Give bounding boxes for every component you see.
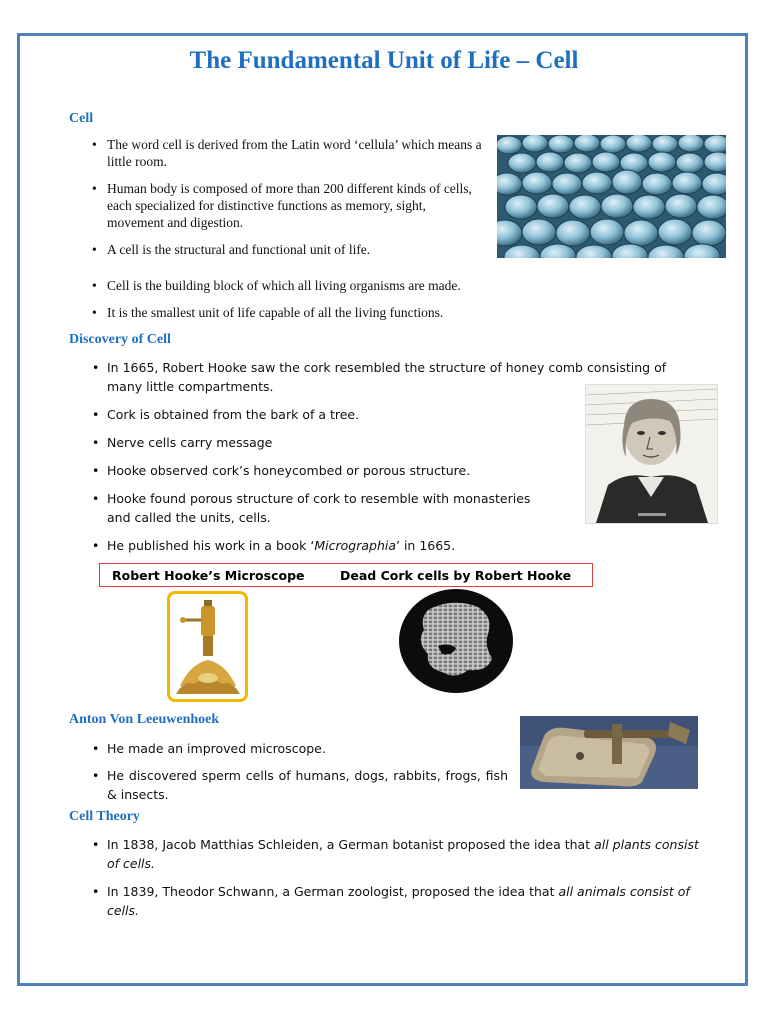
list-item: • Human body is composed of more than 200 different kinds of cells, each specialized for distinctive functions as memory, sight, movement and digestion. <box>70 180 485 231</box>
cell-bullets <box>70 136 485 268</box>
list-item: • In 1838, Jacob Matthias Schleiden, a German botanist proposed the idea that all plants consist of cells. <box>70 835 700 873</box>
discovery-bullets <box>70 405 555 564</box>
leeuwenhoek-microscope-image <box>520 716 698 789</box>
list-item: • Nerve cells carry message <box>70 433 555 452</box>
list-item: • Cell is the building block of which all living organisms are made. <box>70 277 690 294</box>
list-item: • Hooke observed cork’s honeycombed or porous structure. <box>70 461 555 480</box>
list-item: • In 1839, Theodor Schwann, a German zoologist, proposed the idea that all animals consist of cells. <box>70 882 700 920</box>
list-item: • It is the smallest unit of life capable of all the living functions. <box>70 304 690 321</box>
list-item: • He discovered sperm cells of humans, dogs, rabbits, frogs, fish & insects. <box>70 766 508 804</box>
microscope-caption: Robert Hooke’s Microscope <box>112 568 305 583</box>
list-item: • Cork is obtained from the bark of a tree. <box>70 405 555 424</box>
hooke-microscope-image <box>167 591 248 702</box>
images-caption-box <box>99 563 593 587</box>
list-item: • In 1665, Robert Hooke saw the cork resembled the structure of honey comb consisting of many little compartments. <box>70 358 695 396</box>
leeuwenhoek-bullets <box>70 739 508 812</box>
robert-hooke-portrait <box>585 384 718 524</box>
cell-theory-heading: Cell Theory <box>69 809 140 824</box>
page-title: The Fundamental Unit of Life – Cell <box>189 47 579 74</box>
list-item: • Hooke found porous structure of cork to resemble with monasteries and called the units, cells. <box>70 489 555 527</box>
list-item: • He made an improved microscope. <box>70 739 508 758</box>
cell-theory-bullets <box>70 835 700 929</box>
discovery-heading: Discovery of Cell <box>69 332 171 347</box>
list-item: • The word cell is derived from the Latin word ‘cellula’ which means a little room. <box>70 136 485 170</box>
list-item: • He published his work in a book ‘Micrographia’ in 1665. <box>70 536 555 555</box>
cell-bullets-continued <box>70 277 690 331</box>
cell-heading: Cell <box>69 111 94 126</box>
leeuwenhoek-heading: Anton Von Leeuwenhoek <box>69 712 220 727</box>
cork-caption: Dead Cork cells by Robert Hooke <box>340 568 572 583</box>
list-item: • A cell is the structural and functional unit of life. <box>70 241 485 258</box>
cells-image <box>497 135 726 258</box>
cork-cells-image <box>398 588 514 694</box>
